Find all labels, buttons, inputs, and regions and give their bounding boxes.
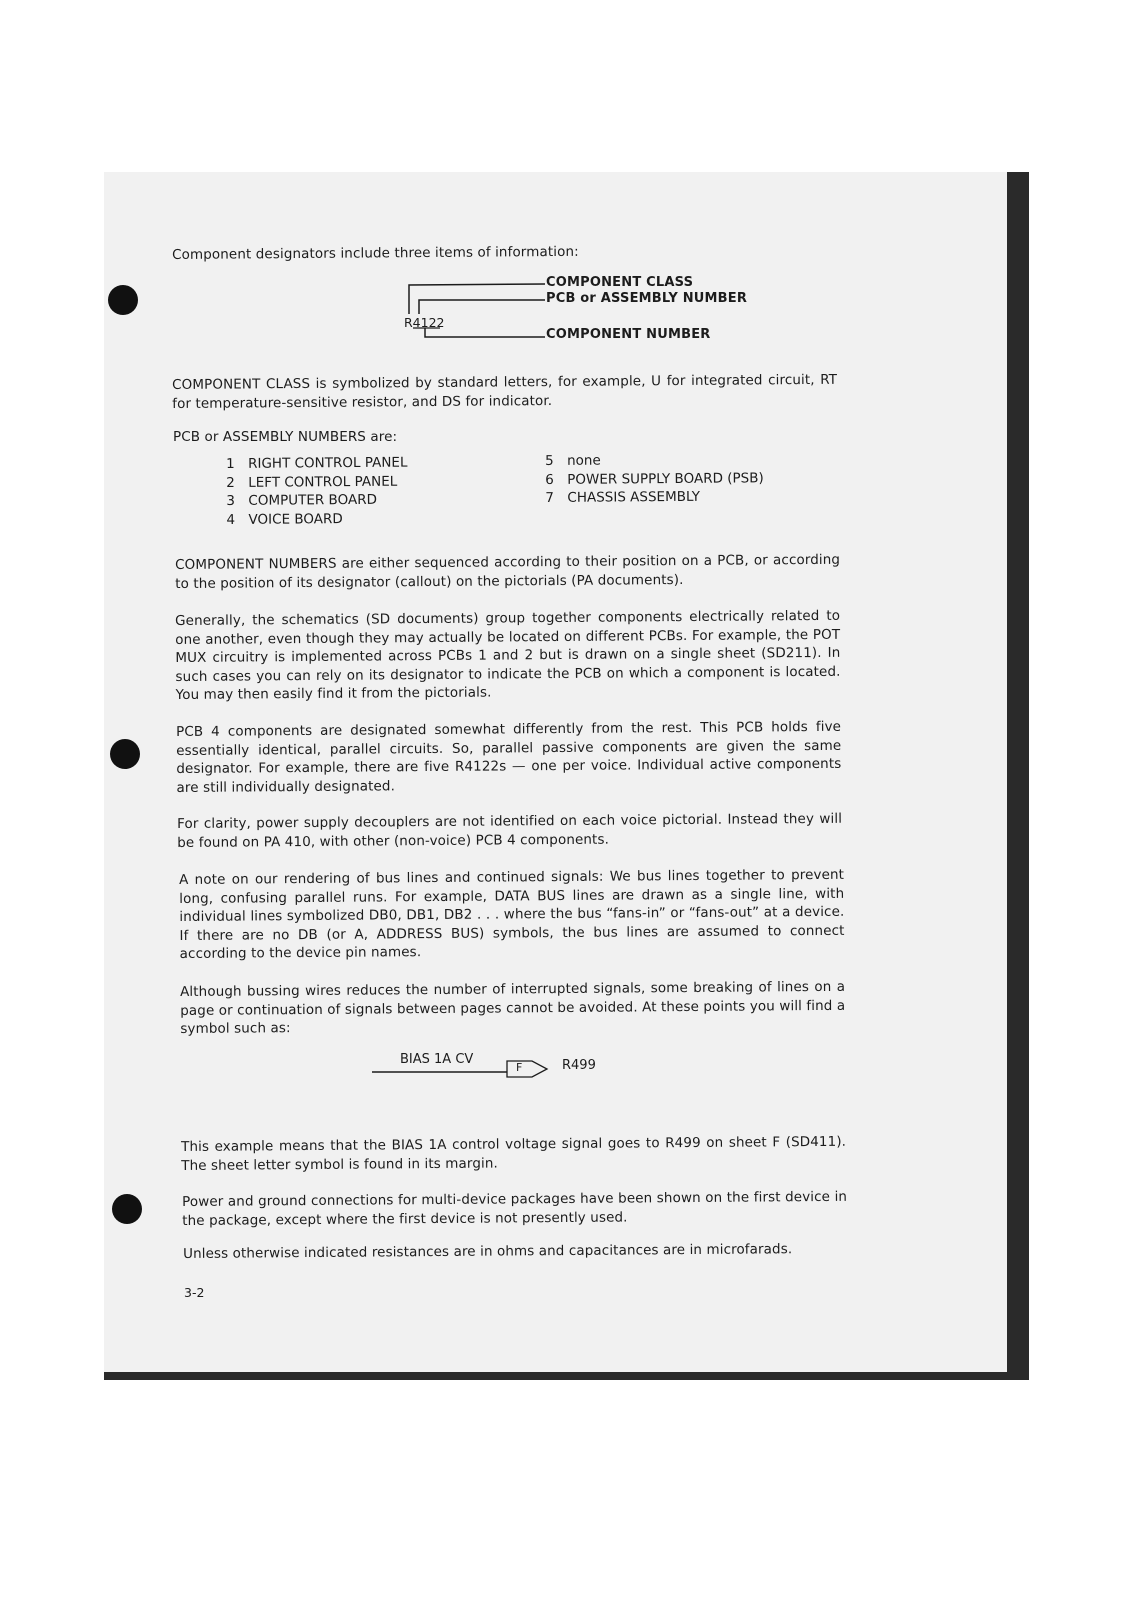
list-item: 6 POWER SUPPLY BOARD (PSB) (545, 469, 764, 488)
component-class-paragraph: COMPONENT CLASS is symbolized by standard letters, for example, U for integrated circuit, RT for temperature-sensitive resistor, and DS for indicator. (172, 371, 838, 412)
component-numbers-paragraph: COMPONENT NUMBERS are either sequenced according to their position on a PCB, or according to the position of its designator (callout) on the pictorials (PA documents). (175, 551, 841, 592)
off-page-connector-symbol (372, 1055, 557, 1085)
binder-hole-middle (110, 739, 140, 769)
binder-hole-top (108, 285, 138, 315)
label-component-number: COMPONENT NUMBER (546, 327, 711, 342)
designator-callout-lines (395, 278, 555, 348)
label-pcb-number: PCB or ASSEMBLY NUMBER (546, 291, 748, 306)
binder-hole-bottom (112, 1194, 142, 1224)
list-item: 2 LEFT CONTROL PANEL (226, 473, 398, 491)
list-item: 3 COMPUTER BOARD (226, 491, 378, 509)
pcb-numbers-heading: PCB or ASSEMBLY NUMBERS are: (173, 429, 398, 445)
page-shadow-bottom (104, 1372, 1029, 1380)
example-paragraph: This example means that the BIAS 1A control voltage signal goes to R499 on sheet F (SD411). The sheet letter symbol is found in its margin. (181, 1133, 847, 1174)
list-item: 1 RIGHT CONTROL PANEL (226, 454, 408, 472)
sheet-letter: F (516, 1061, 523, 1074)
designator-example: R4122 (404, 315, 445, 330)
list-item: 7 CHASSIS ASSEMBLY (545, 488, 701, 506)
signal-name: BIAS 1A CV (400, 1052, 474, 1067)
power-paragraph: Power and ground connections for multi-device packages have been shown on the first device in the package, except where the first device is not presently used. (182, 1188, 848, 1229)
pcb4-paragraph: PCB 4 components are designated somewhat differently from the rest. This PCB holds five essentially identical, parallel circuits. So, parallel passive components are given the same designator. For example, there are five R4122s — one per voice. Individual active components are still individually designated. (176, 718, 842, 796)
bussing-paragraph: Although bussing wires reduces the number of interrupted signals, some breaking of lines on a page or continuation of signals between pages cannot be avoided. At these points you will find a symbol such as: (180, 978, 846, 1037)
signal-target: R499 (562, 1058, 596, 1073)
page-number: 3-2 (184, 1285, 205, 1300)
schematics-paragraph: Generally, the schematics (SD documents) group together components electrically related to one another, even though they may actually be located on different PCBs. For example, the POT MUX circuitry is implemented across PCBs 1 and 2 but is drawn on a single sheet (SD211). In such cases you can rely on its designator to indicate the PCB on which a component is located. You may then easily find it from the pictorials. (175, 607, 841, 703)
label-component-class: COMPONENT CLASS (546, 275, 694, 290)
units-paragraph: Unless otherwise indicated resistances are in ohms and capacitances are in microfarads. (183, 1241, 793, 1262)
intro-text: Component designators include three items of information: (172, 243, 579, 263)
bus-lines-paragraph: A note on our rendering of bus lines and continued signals: We bus lines together to prevent long, confusing parallel runs. For example, DATA BUS lines are drawn as a single line, with individual lines symbolized DB0, DB1, DB2 . . . where the bus “fans-in” or “fans-out” at a device. If there are no DB (or A, ADDRESS BUS) symbols, the bus lines are assumed to connect according to the device pin names. (179, 866, 845, 962)
list-item: 4 VOICE BOARD (226, 510, 343, 528)
pcb-list-left (226, 453, 467, 529)
clarity-paragraph: For clarity, power supply decouplers are not identified on each voice pictorial. Instead they will be found on PA 410, with other (non-voice) PCB 4 components. (177, 810, 843, 851)
pcb-list-right (545, 450, 805, 508)
page-shadow-right (1007, 172, 1029, 1375)
list-item: 5 none (545, 452, 601, 469)
